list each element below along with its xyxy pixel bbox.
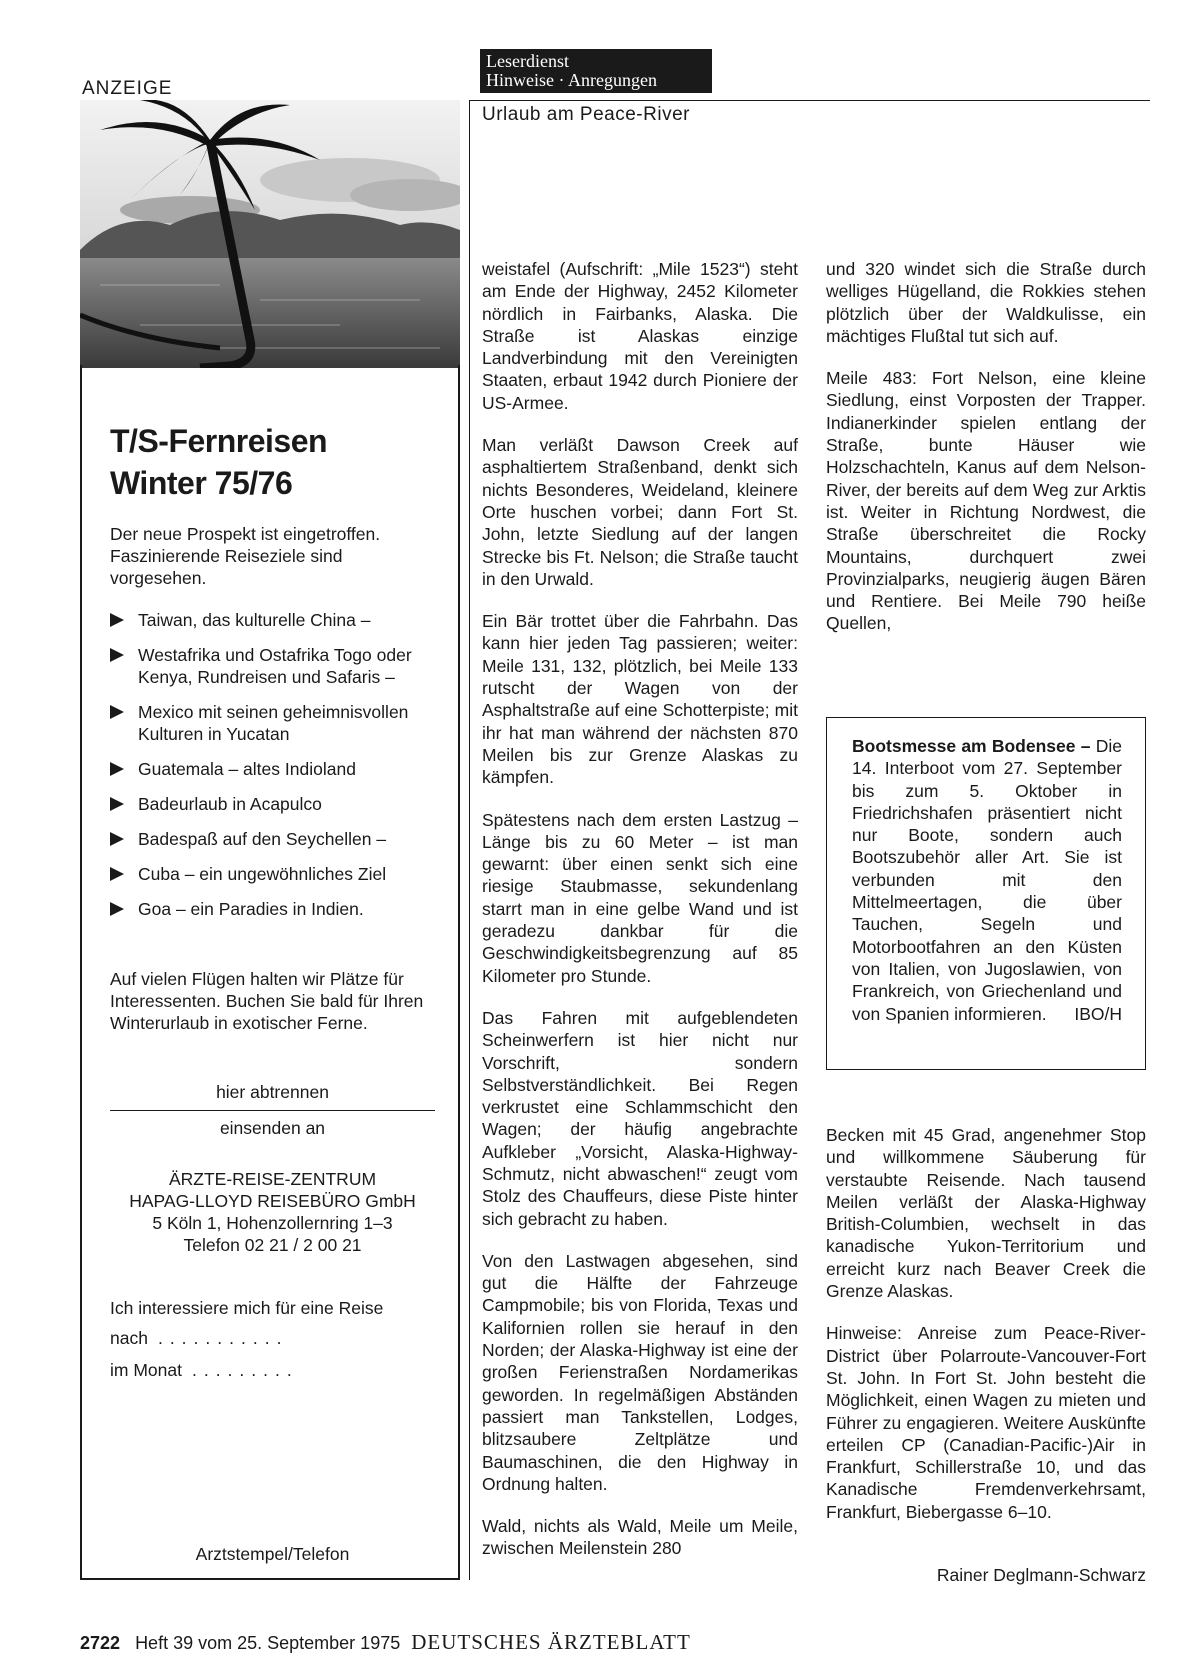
paragraph: Becken mit 45 Grad, angenehmer Stop und willkommene Säuberung für verstaubte Reisende. Nach tausend Meilen verläßt der Alaska-Highway British-Columbien, wechselt in das kanadische Yukon-Territorium und erreicht kurz nach Beaver Creek die Grenze Alaskas. bbox=[826, 1125, 1146, 1302]
notice-text bbox=[852, 735, 1122, 1025]
page-footer bbox=[80, 1630, 691, 1655]
article-title: Urlaub am Peace-River bbox=[482, 104, 690, 125]
destination-field[interactable]: nach ........... bbox=[110, 1328, 289, 1348]
notice-body: Die 14. Interboot vom 27. September bis zum 5. Oktober in Friedrichshafen präsentiert nicht nur Boote, sondern auch Bootszubehör aller Art. Sie ist verbunden mit den Mittelmeertagen, die über Tauchen, Segeln und Motorbootfahren an den Küsten von Italien, von Jugoslawien, von Frankreich, von Griechenland und von Spanien informieren. bbox=[852, 736, 1122, 1024]
interest-label: Ich interessiere mich für eine Reise bbox=[110, 1298, 384, 1318]
magazine-name: DEUTSCHES ÄRZTEBLATT bbox=[411, 1630, 691, 1654]
author-signature: Rainer Deglmann-Schwarz bbox=[936, 1565, 1146, 1585]
paragraph: weistafel (Aufschrift: „Mile 1523“) steht am Ende der Highway, 2452 Kilometer nördlich in Fairbanks, Alaska. Die Straße ist Alaskas einzige Landverbindung mit den Vereinigten Staaten, erbaut 1942 durch Pioniere der US-Armee. bbox=[482, 259, 798, 413]
paragraph: Ein Bär trottet über die Fahrbahn. Das kann hier jeden Tag passieren; weiter: Meile 131, 132, plötzlich, bei Meile 133 rutscht der Wagen von der Asphaltstraße auf eine Schotterpiste; mit ihr hat man während der nächsten 870 Meilen bis zur Grenze Alaskas zu kämpfen. bbox=[482, 611, 798, 788]
list-item: Guatemala – altes Indioland bbox=[110, 758, 440, 780]
ad-destination-list bbox=[110, 609, 440, 933]
paragraph: Meile 483: Fort Nelson, eine kleine Siedlung, einst Vorposten der Trapper. Indianerkinder spielen entlang der Straße, bunte Häuser wie Holzschachteln, Kanus auf dem Nelson-River, der bereits auf dem Weg zur Arktis ist. Weiter in Richtung Nordwest, die Straße überschreitet die Rocky Mountains, durchquert zwei Provinzialparks, neugierig äugen Bären und Rentiere. Bei Meile 790 heiße Quellen, bbox=[826, 368, 1146, 634]
cut-here-label: hier abtrennen bbox=[216, 1082, 329, 1102]
article-column-2 bbox=[826, 258, 1146, 655]
notice-title: Bootsmesse am Bodensee – bbox=[852, 736, 1091, 756]
article-column-1 bbox=[482, 258, 798, 1580]
issue-info: Heft 39 vom 25. September 1975 bbox=[135, 1633, 401, 1653]
paragraph: Wald, nichts als Wald, Meile um Meile, zwischen Meilenstein 280 bbox=[482, 1516, 798, 1559]
paragraph: Spätestens nach dem ersten Lastzug – Länge bis zu 60 Meter – ist man gewarnt: über einen senkt sich eine riesige Staubmasse, sekundenlang starrt man in eine gelbe Wand und ist geradezu dankbar für die Geschwindigkeitsbegrenzung auf 85 Kilometer pro Stunde. bbox=[482, 809, 798, 986]
list-item: Badeurlaub in Acapulco bbox=[110, 793, 440, 815]
ad-title-line2: Winter 75/76 bbox=[110, 465, 293, 501]
triangle-bullet-icon bbox=[110, 797, 124, 811]
list-item: Cuba – ein ungewöhnliches Ziel bbox=[110, 863, 440, 885]
ad-title-line1: T/S-Fernreisen bbox=[110, 423, 328, 459]
paragraph: Man verläßt Dawson Creek auf asphaltiertem Straßenband, denkt sich nichts Besonderes, Weideland, kleinere Orte huschen vorbei; dann Fort St. John, letzte Siedlung auf der langen Strecke bis Ft. Nelson; die Straße taucht in den Urwald. bbox=[482, 435, 798, 589]
list-item: Mexico mit seinen geheimnisvollen Kulturen in Yucatan bbox=[110, 701, 440, 745]
list-item: Westafrika und Ostafrika Togo oder Kenya, Rundreisen und Safaris – bbox=[110, 644, 440, 688]
paragraph: und 320 windet sich die Straße durch welliges Hügelland, die Rokkies stehen plötzlich über der Waldkulisse, ein mächtiges Flußtal tut sich auf. bbox=[826, 259, 1146, 346]
stamp-label: Arztstempel/Telefon bbox=[195, 1544, 350, 1564]
triangle-bullet-icon bbox=[110, 867, 124, 881]
cut-line bbox=[110, 1110, 435, 1111]
triangle-bullet-icon bbox=[110, 762, 124, 776]
ad-intro: Der neue Prospekt ist eingetroffen. Faszinierende Reiseziele sind vorgesehen. bbox=[110, 524, 381, 588]
column-divider bbox=[469, 100, 470, 1580]
list-item: Badespaß auf den Seychellen – bbox=[110, 828, 440, 850]
triangle-bullet-icon bbox=[110, 832, 124, 846]
paragraph: Von den Lastwagen abgesehen, sind gut die Hälfte der Fahrzeuge Campmobile; bis von Florida, Texas und Kalifornien rollen sie herauf in den Norden; der Alaska-Highway ist eine der großen Ferienstraßen Nordamerikas geworden. In regelmäßigen Abständen passiert man Tankstellen, Lodges, blitzsaubere Zeltplätze und Baumaschinen, die den Highway in Ordnung halten. bbox=[482, 1250, 798, 1494]
section-header: Leserdienst Hinweise · Anregungen bbox=[480, 49, 712, 93]
ad-outro: Auf vielen Flügen halten wir Plätze für Interessenten. Buchen Sie bald für Ihren Winterurlaub in exotischer Ferne. bbox=[110, 969, 424, 1033]
list-item: Goa – ein Paradies in Indien. bbox=[110, 898, 440, 920]
triangle-bullet-icon bbox=[110, 902, 124, 916]
agency-address: ÄRZTE-REISE-ZENTRUM HAPAG-LLOYD REISEBÜRO GmbH 5 Köln 1, Hohenzollernring 1–3 Telefon 02 21 / 2 00 21 bbox=[129, 1169, 416, 1255]
header-rule bbox=[470, 100, 1150, 101]
notice-source: IBO/H bbox=[1074, 1003, 1122, 1024]
list-item: Taiwan, das kulturelle China – bbox=[110, 609, 440, 631]
triangle-bullet-icon bbox=[110, 705, 124, 719]
ad-palm-beach-photo bbox=[80, 100, 460, 368]
paragraph: Das Fahren mit aufgeblendeten Scheinwerfern ist hier nicht nur Vorschrift, sondern Selbstverständlichkeit. Bei Regen verkrustet eine Schlammschicht den Wagen; der häufig angebrachte Aufkleber „Vorsicht, Alaska-Highway-Schmutz, nicht abwaschen!“ zeugt vom Stolz des Chauffeurs, diese Piste hinter sich gebracht zu haben. bbox=[482, 1007, 798, 1229]
triangle-bullet-icon bbox=[110, 613, 124, 627]
paragraph: Hinweise: Anreise zum Peace-River-District über Polarroute-Vancouver-Fort St. John. In Fort St. John besteht die Möglichkeit, einen Wagen zu mieten und Führer zu engagieren. Weitere Auskünfte erteilen CP (Canadian-Pacific-)Air in Frankfurt, Schillerstraße 10, und das Kanadische Fremdenverkehrsamt, Frankfurt, Biebergasse 6–10. bbox=[826, 1323, 1146, 1522]
ad-label: ANZEIGE bbox=[82, 78, 173, 99]
article-column-2-continued bbox=[826, 1124, 1146, 1543]
page-number: 2722 bbox=[80, 1633, 121, 1653]
ad-title bbox=[110, 420, 450, 504]
triangle-bullet-icon bbox=[110, 648, 124, 662]
send-to-label: einsenden an bbox=[219, 1118, 326, 1138]
month-field[interactable]: im Monat ......... bbox=[110, 1360, 299, 1380]
